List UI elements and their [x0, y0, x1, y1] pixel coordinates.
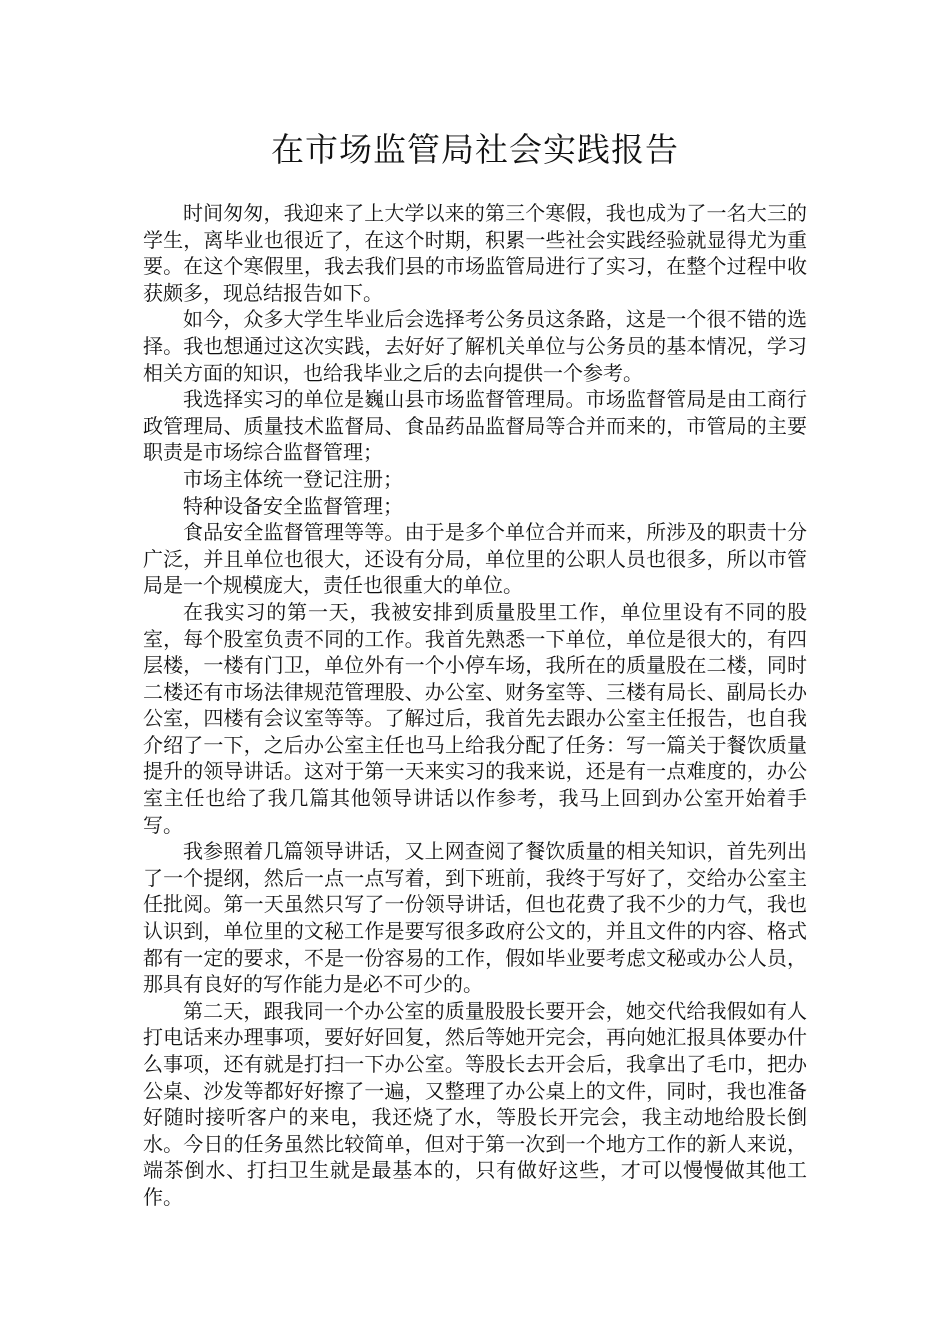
document-title: 在市场监管局社会实践报告 — [271, 130, 679, 169]
paragraph-5: 特种设备安全监督管理； — [183, 493, 403, 518]
paragraph-3: 我选择实习的单位是巍山县市场监督管理局。市场监督管局是由工商行政管理局、质量技术监督局、食品药品监督局等合并而来的，市管局的主要职责是市场综合监督管理； — [143, 387, 807, 465]
paragraph-1: 时间匆匆，我迎来了上大学以来的第三个寒假，我也成为了一名大三的学生，离毕业也很近了，在这个时期，积累一些社会实践经验就显得尤为重要。在这个寒假里，我去我们县的市场监管局进行了实习，在整个过程中收获颇多，现总结报告如下。 — [143, 201, 807, 305]
paragraph-4: 市场主体统一登记注册； — [183, 466, 403, 491]
paragraph-2: 如今，众多大学生毕业后会选择考公务员这条路，这是一个很不错的选择。我也想通过这次实践，去好好了解机关单位与公务员的基本情况，学习相关方面的知识，也给我毕业之后的去向提供一个参考。 — [143, 307, 807, 385]
paragraph-8: 我参照着几篇领导讲话，又上网查阅了餐饮质量的相关知识，首先列出了一个提纲，然后一点一点写着，到下班前，我终于写好了，交给办公室主任批阅。第一天虽然只写了一份领导讲话，但也花费了我不少的力气，我也认识到，单位里的文秘工作是要写很多政府公文的，并且文件的内容、格式都有一定的要求，不是一份容易的工作，假如毕业要考虑文秘或办公人员，那具有良好的写作能力是必不可少的。 — [143, 839, 807, 997]
document-body — [143, 200, 807, 1211]
paragraph-9: 第二天，跟我同一个办公室的质量股股长要开会，她交代给我假如有人打电话来办理事项，要好好回复，然后等她开完会，再向她汇报具体要办什么事项，还有就是打扫一下办公室。等股长去开会后，我拿出了毛巾，把办公桌、沙发等都好好擦了一遍，又整理了办公桌上的文件，同时，我也准备好随时接听客户的来电，我还烧了水，等股长开完会，我主动地给股长倒水。今日的任务虽然比较简单，但对于第一次到一个地方工作的新人来说，端茶倒水、打扫卫生就是最基本的，只有做好这些，才可以慢慢做其他工作。 — [143, 998, 807, 1209]
paragraph-6: 食品安全监督管理等等。由于是多个单位合并而来，所涉及的职责十分广泛，并且单位也很大，还设有分局，单位里的公职人员也很多，所以市管局是一个规模庞大，责任也很重大的单位。 — [143, 520, 807, 598]
paragraph-7: 在我实习的第一天，我被安排到质量股里工作，单位里设有不同的股室，每个股室负责不同的工作。我首先熟悉一下单位，单位是很大的，有四层楼，一楼有门卫，单位外有一个小停车场，我所在的质量股在二楼，同时二楼还有市场法律规范管理股、办公室、财务室等、三楼有局长、副局长办公室，四楼有会议室等等。了解过后，我首先去跟办公室主任报告，也自我介绍了一下，之后办公室主任也马上给我分配了任务：写一篇关于餐饮质量提升的领导讲话。这对于第一天来实习的我来说，还是有一点难度的，办公室主任也给了我几篇其他领导讲话以作参考，我马上回到办公室开始着手写。 — [143, 599, 807, 837]
